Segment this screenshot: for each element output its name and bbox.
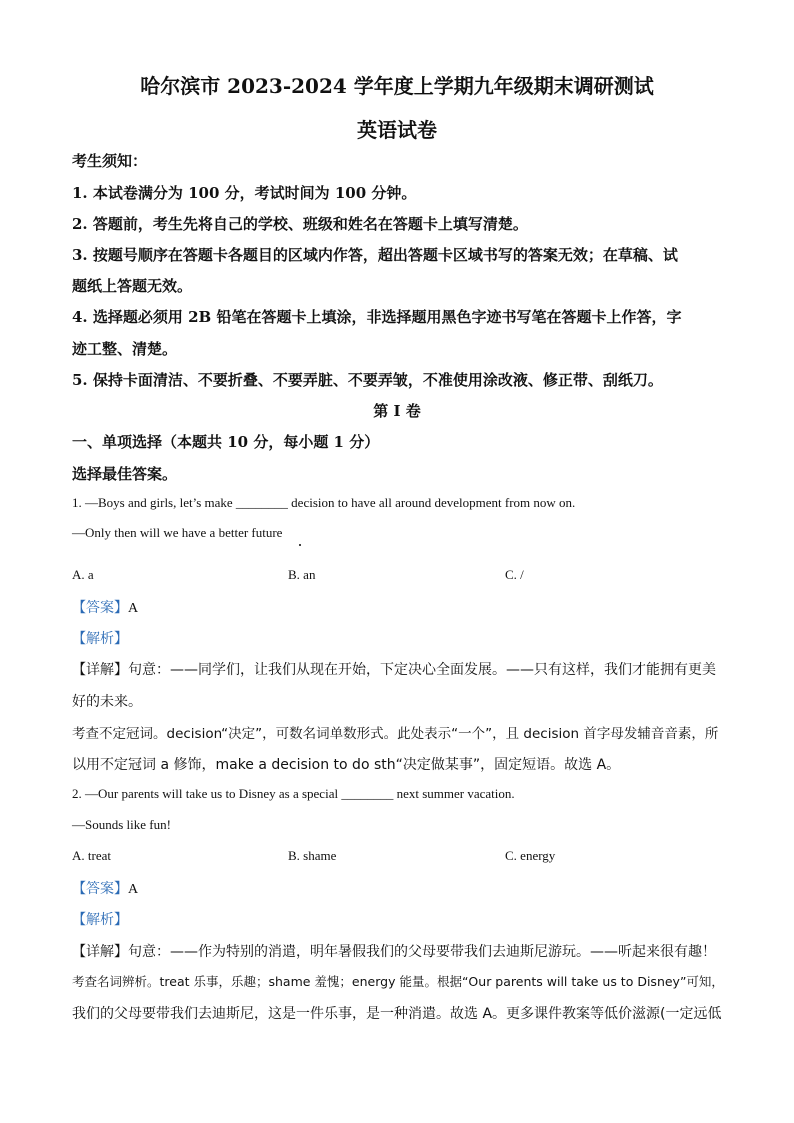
notice-item: 题纸上答题无效。 — [72, 277, 193, 295]
detail-line: 好的未来。 — [72, 694, 142, 710]
option-c: C. / — [505, 567, 524, 582]
question-reply: —Only then will we have a better future — [72, 525, 283, 540]
answer-value: A — [128, 882, 139, 897]
notice-item: 3. 按题号顺序在答题卡各题目的区域内作答，超出答题卡区域书写的答案无效；在草稿、试 — [72, 246, 678, 264]
option-b: B. shame — [288, 848, 337, 863]
notice-item: 迹工整、清楚。 — [72, 340, 178, 358]
detail-line: 我们的父母要带我们去迪斯尼，这是一件乐事，是一种消遣。故选 A。更多课件教案等低价滋源(一定远低 — [72, 1006, 722, 1022]
detail-line: 考查不定冠词。decision“决定”，可数名词单数形式。此处表示“一个”，且 decision 首字母发辅音音素，所 — [72, 726, 719, 742]
analysis-tag: 【解析】 — [72, 631, 128, 647]
notice-item: 5. 保持卡面清洁、不要折叠、不要弄脏、不要弄皱，不准使用涂改液、修正带、刮纸刀。 — [72, 371, 663, 389]
detail-line: 【详解】句意：——作为特别的消遣，明年暑假我们的父母要带我们去迪斯尼游玩。——听起来很有趣！ — [72, 944, 716, 960]
notice-item: 2. 答题前，考生先将自己的学校、班级和姓名在答题卡上填写清楚。 — [72, 215, 528, 233]
detail-line: 考查名词辨析。treat 乐事，乐趣；shame 羞愧；energy 能量。根据“Our parents will take us to Disney”可知， — [72, 974, 724, 989]
instruction: 选择最佳答案。 — [72, 465, 178, 483]
analysis-tag: 【解析】 — [72, 912, 128, 928]
question-stem: 2. —Our parents will take us to Disney as a special ________ next summer vacation. — [72, 786, 515, 801]
page-subtitle: 英语试卷 — [357, 118, 437, 142]
notice-item: 4. 选择题必须用 2B 铅笔在答题卡上填涂，非选择题用黑色字迹书写笔在答题卡上作答，字 — [72, 308, 682, 326]
answer-line — [72, 597, 138, 617]
answer-line — [72, 878, 138, 898]
part-heading: 一、单项选择（本题共 10 分，每小题 1 分） — [72, 433, 380, 451]
question-reply: —Sounds like fun! — [72, 817, 171, 832]
option-b: B. an — [288, 567, 316, 582]
option-c: C. energy — [505, 848, 556, 863]
option-a: A. treat — [72, 848, 111, 863]
stray-dot — [299, 544, 301, 546]
page-title: 哈尔滨市 2023-2024 学年度上学期九年级期末调研测试 — [140, 74, 654, 98]
question-stem: 1. —Boys and girls, let’s make ________ decision to have all around development from now on. — [72, 495, 576, 510]
answer-tag: 【答案】 — [72, 600, 128, 616]
notice-item: 1. 本试卷满分为 100 分，考试时间为 100 分钟。 — [72, 184, 417, 202]
option-a: A. a — [72, 567, 94, 582]
detail-line: 以用不定冠词 a 修饰，make a decision to do sth“决定做某事”，固定短语。故选 A。 — [72, 757, 621, 773]
detail-line: 【详解】句意：——同学们，让我们从现在开始，下定决心全面发展。——只有这样，我们才能拥有更美 — [72, 662, 716, 678]
answer-value: A — [128, 601, 139, 616]
answer-tag: 【答案】 — [72, 881, 128, 897]
notice-heading: 考生须知： — [72, 152, 148, 170]
volume-heading: 第 I 卷 — [373, 402, 421, 420]
